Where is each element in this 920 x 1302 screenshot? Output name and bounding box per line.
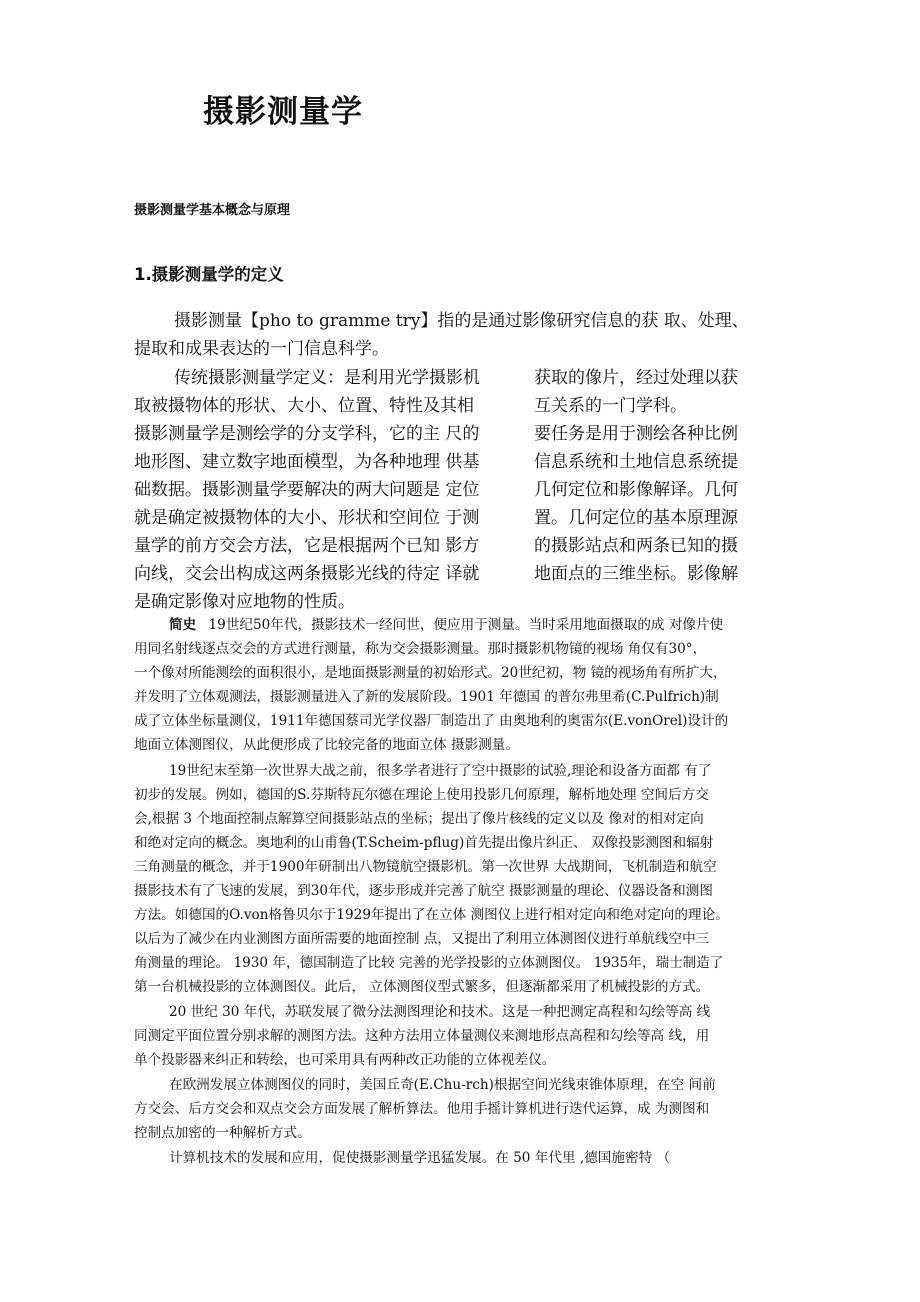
right-column-line: 置。几何定位的基本原理源 — [534, 508, 738, 528]
right-column-line: 互关系的一门学科。 — [534, 396, 687, 416]
history-line: 成了立体坐标量测仪，1911年德国蔡司光学仪器厂制造出了 由奥地利的奥雷尔(E.vonOrel)设计的 — [134, 713, 729, 729]
history-line: 初步的发展。例如，德国的S.芬斯特瓦尔德在理论上使用投影几何原理，解析地处理 空间后方交 — [134, 787, 709, 803]
right-column-line: 要任务是用于测绘各种比例 — [534, 424, 738, 444]
history-line: 计算机技术的发展和应用，促使摄影测量学迅猛发展。在 50 年代里 ,德国施密特 （ — [169, 1150, 671, 1166]
document-subtitle: 摄影测量学基本概念与原理 — [134, 203, 291, 218]
history-line: 单个投影器来纠正和转绘，也可采用具有两种改正功能的立体视差仪。 — [134, 1052, 556, 1068]
history-line: 三角测量的概念，并于1900年研制出八物镜航空摄影机。第一次世界 大战期间，飞机制造和航空 — [134, 859, 717, 875]
left-column-line: 是确定影像对应地物的性质。 — [134, 592, 355, 612]
right-column-line: 信息系统和土地信息系统提 — [534, 452, 738, 472]
history-line: 和绝对定向的概念。奥地利的山甫鲁(T.Scheim-pflug)首先提出像片纠正、 双像投影测图和辐射 — [134, 835, 714, 851]
history-line: 第一台机械投影的立体测图仪。此后， 立体测图仪型式繁多，但逐渐都采用了机械投影的方式。 — [134, 979, 710, 995]
left-column-line: 地形图、建立数字地面模型，为各种地理 供基 — [134, 452, 480, 472]
history-line: 19世纪末至第一次世界大战之前，很多学者进行了空中摄影的试验,理论和设备方面都 有了 — [169, 763, 712, 779]
left-column-line: 础数据。摄影测量学要解决的两大问题是 定位 — [134, 480, 480, 500]
right-column-line: 的摄影站点和两条已知的摄 — [534, 536, 738, 556]
left-column-line: 传统摄影测量学定义：是利用光学摄影机 — [174, 368, 480, 388]
history-line: 同测定平面位置分别求解的测图方法。这种方法用立体量测仪来测地形点高程和勾绘等高 线，用 — [134, 1028, 710, 1044]
section-heading: 1.摄影测量学的定义 — [134, 265, 284, 284]
page-title: 摄影测量学 — [203, 94, 363, 130]
history-first-line — [169, 613, 723, 637]
history-line: 会,根据 3 个地面控制点解算空间摄影站点的坐标；提出了像片核线的定义以及 像对的相对定向 — [134, 811, 704, 827]
history-text: 19世纪50年代，摄影技术一经问世，便应用于测量。当时采用地面摄取的成 对像片使 — [208, 617, 724, 633]
history-label: 简史 — [169, 617, 197, 633]
intro-line: 摄影测量【pho to gramme try】指的是通过影像研究信息的获 取、处理、 — [174, 311, 749, 331]
history-line: 摄影技术有了飞速的发展，到30年代，逐步形成并完善了航空 摄影测量的理论、仪器设备和测图 — [134, 883, 713, 899]
history-line: 方交会、后方交会和双点交会方面发展了解析算法。他用手摇计算机进行迭代运算，成 为测图和 — [134, 1101, 710, 1117]
history-line: 一个像对所能测绘的面积很小，是地面摄影测量的初始形式。20世纪初，物 镜的视场角有所扩大， — [134, 665, 727, 681]
history-line: 控制点加密的一种解析方式。 — [134, 1125, 311, 1141]
intro-line: 提取和成果表达的一门信息科学。 — [134, 339, 389, 359]
right-column-line: 获取的像片，经过处理以获 — [534, 368, 738, 388]
right-column-line: 几何定位和影像解译。几何 — [534, 480, 738, 500]
left-column-line: 摄影测量学是测绘学的分支学科，它的主 尺的 — [134, 424, 480, 444]
history-line: 用同名射线逐点交会的方式进行测量，称为交会摄影测量。那时摄影机物镜的视场 角仅有30°， — [134, 641, 707, 657]
left-column-line: 量学的前方交会方法，它是根据两个已知 影方 — [134, 536, 480, 556]
left-column-line: 就是确定被摄物体的大小、形状和空间位 于测 — [134, 508, 480, 528]
left-column-line: 向线，交会出构成这两条摄影光线的待定 译就 — [134, 564, 480, 584]
history-line: 方法。如德国的O.von格鲁贝尔于1929年提出了在立体 测图仪上进行相对定向和绝对定向的理论。 — [134, 907, 729, 923]
history-line: 以后为了减少在内业测图方面所需要的地面控制 点，又提出了利用立体测图仪进行单航线空中三 — [134, 931, 710, 947]
history-line: 地面立体测图仪，从此便形成了比较完备的地面立体 摄影测量。 — [134, 737, 519, 753]
history-line: 并发明了立体观测法，摄影测量进入了新的发展阶段。1901 年德国 的普尔弗里希(C.Pulfrich)制 — [134, 689, 719, 705]
right-column-line: 地面点的三维坐标。影像解 — [534, 564, 738, 584]
history-line: 角测量的理论。 1930 年，德国制造了比较 完善的光学投影的立体测图仪。 1935年，瑞士制造了 — [134, 955, 724, 971]
history-line: 在欧洲发展立体测图仪的同时，美国丘奇(E.Chu-rch)根据空间光线束锥体原理，在空 间前 — [169, 1077, 716, 1093]
history-line: 20 世纪 30 年代，苏联发展了微分法测图理论和技术。这是一种把测定高程和勾绘等高 线 — [169, 1004, 711, 1020]
left-column-line: 取被摄物体的形状、大小、位置、特性及其相 — [134, 396, 474, 416]
